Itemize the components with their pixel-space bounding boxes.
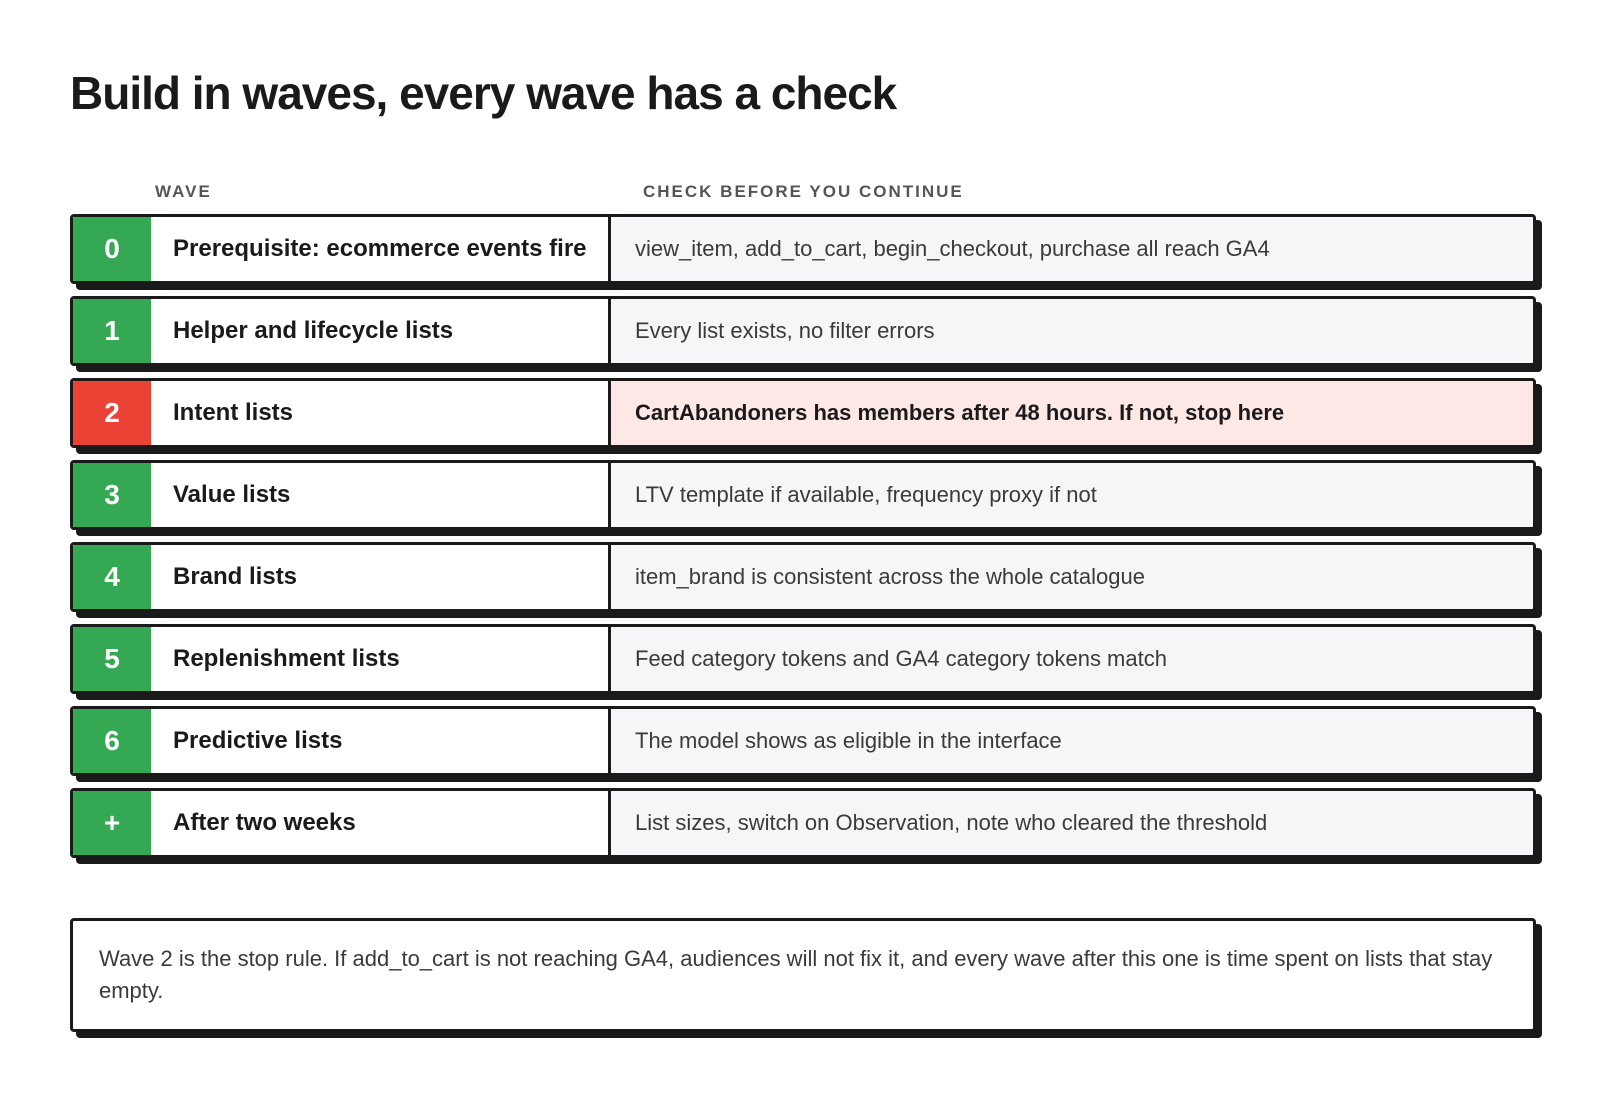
wave-label: Replenishment lists	[151, 627, 611, 691]
wave-number: 4	[73, 545, 151, 609]
wave-check: LTV template if available, frequency proxy if not	[611, 463, 1533, 527]
wave-row-1	[70, 296, 1536, 366]
wave-row-4	[70, 542, 1536, 612]
wave-row-0	[70, 214, 1536, 284]
wave-label: Value lists	[151, 463, 611, 527]
wave-label: Prerequisite: ecommerce events fire	[151, 217, 611, 281]
column-header-check: CHECK BEFORE YOU CONTINUE	[643, 182, 964, 201]
wave-number-plus: +	[73, 791, 151, 855]
wave-check: view_item, add_to_cart, begin_checkout, purchase all reach GA4	[611, 217, 1533, 281]
wave-check: The model shows as eligible in the interface	[611, 709, 1533, 773]
page-title: Build in waves, every wave has a check	[70, 67, 897, 119]
wave-check: item_brand is consistent across the whole catalogue	[611, 545, 1533, 609]
wave-number: 6	[73, 709, 151, 773]
wave-label: Helper and lifecycle lists	[151, 299, 611, 363]
column-header-wave: WAVE	[155, 182, 212, 201]
wave-label: Intent lists	[151, 381, 611, 445]
wave-check: List sizes, switch on Observation, note who cleared the threshold	[611, 791, 1533, 855]
wave-check: Every list exists, no filter errors	[611, 299, 1533, 363]
wave-number-stop: 2	[73, 381, 151, 445]
wave-row-3	[70, 460, 1536, 530]
wave-number: 3	[73, 463, 151, 527]
stop-rule-note: Wave 2 is the stop rule. If add_to_cart is not reaching GA4, audiences will not fix it, and every wave after this one is time spent on lists that stay empty.	[70, 918, 1536, 1032]
wave-row-2	[70, 378, 1536, 448]
wave-number: 1	[73, 299, 151, 363]
wave-list	[70, 214, 1536, 870]
wave-row-after	[70, 788, 1536, 858]
wave-label: Predictive lists	[151, 709, 611, 773]
wave-label: After two weeks	[151, 791, 611, 855]
wave-number: 0	[73, 217, 151, 281]
wave-number: 5	[73, 627, 151, 691]
wave-row-5	[70, 624, 1536, 694]
wave-label: Brand lists	[151, 545, 611, 609]
wave-check-stop-rule: CartAbandoners has members after 48 hours. If not, stop here	[611, 381, 1533, 445]
wave-check: Feed category tokens and GA4 category tokens match	[611, 627, 1533, 691]
wave-row-6	[70, 706, 1536, 776]
